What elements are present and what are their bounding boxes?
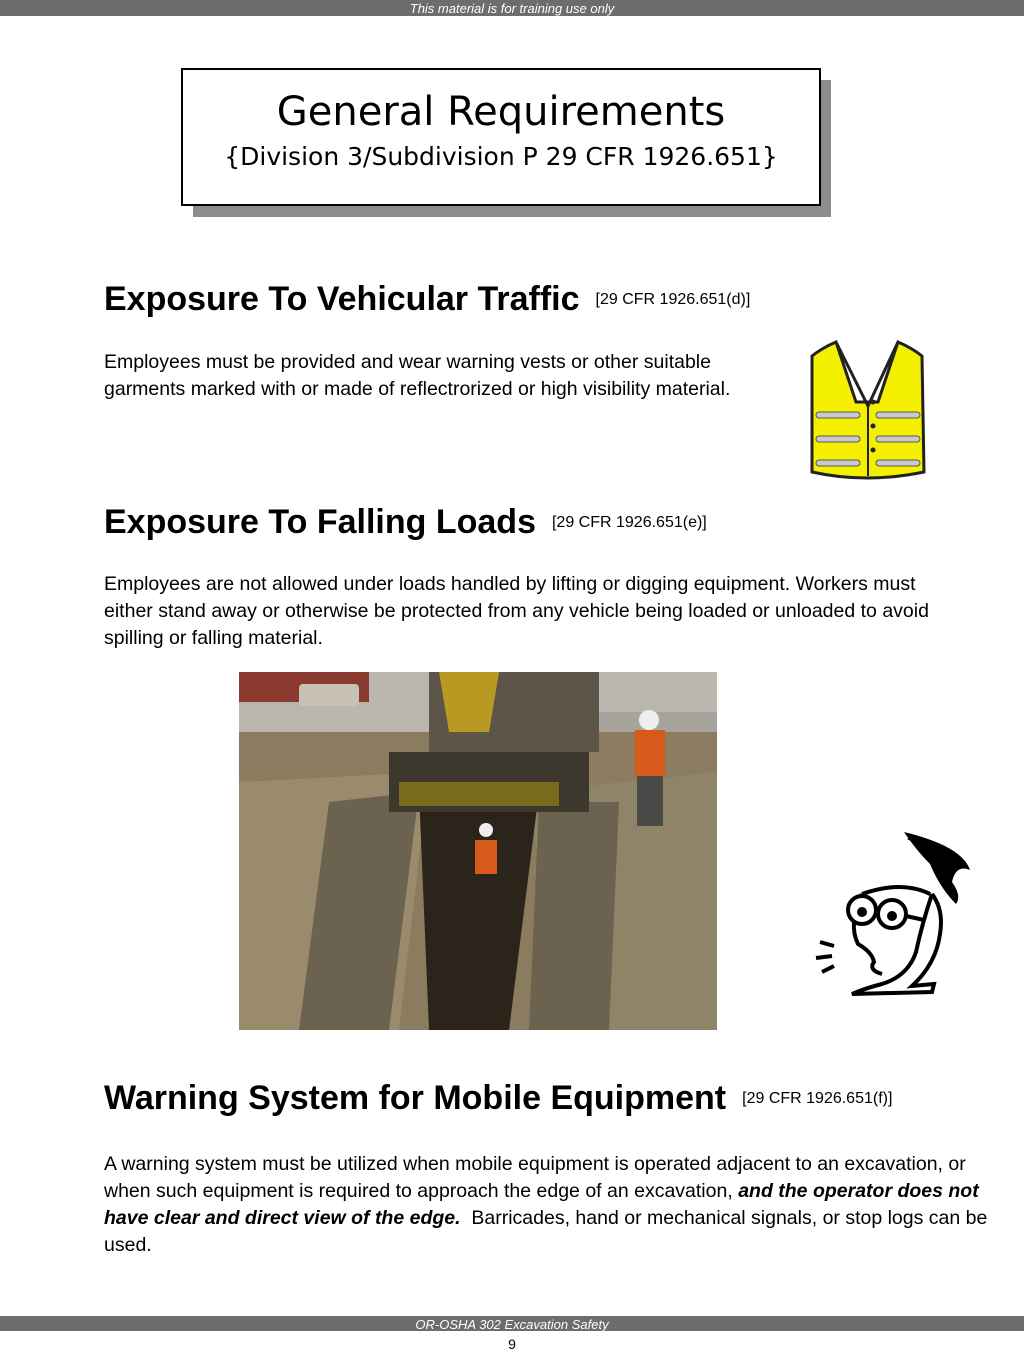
section-ref: [29 CFR 1926.651(d)] [595, 291, 751, 308]
header-bar [0, 0, 1024, 16]
section-ref: [29 CFR 1926.651(e)] [551, 514, 707, 531]
reflective-vest-icon [806, 336, 928, 482]
training-notice: This material is for training use only [409, 1, 615, 16]
footer-bar [0, 1316, 1024, 1331]
page-number: 9 [508, 1336, 516, 1352]
section-body-warning-system: A warning system must be utilized when mobile equipment is operated adjacent to an excavation, or when such equipment is required to approach the edge of an excavation, and the operator does not have clear and direct view of the edge. Barricades, hand or mechanical signals, or stop logs can be used. [104, 1153, 988, 1256]
surprised-face-icon [812, 824, 978, 1004]
section-body-falling-loads: Employees are not allowed under loads handled by lifting or digging equipment. Workers must either stand away or otherwise be protected from any vehicle being loaded or unloaded to avoid spilling or falling material. [104, 573, 929, 649]
section-heading-warning-system: Warning System for Mobile Equipment [29 CFR 1926.651(f)] [104, 1079, 893, 1117]
section-body-vehicular-traffic: Employees must be provided and wear warning vests or other suitable garments marked with or made of reflectrorized or high visibility material. [104, 351, 731, 400]
section-ref: [29 CFR 1926.651(f)] [742, 1090, 893, 1107]
section-heading-vehicular-traffic: Exposure To Vehicular Traffic [29 CFR 1926.651(d)] [104, 280, 751, 318]
section-heading-falling-loads: Exposure To Falling Loads [29 CFR 1926.651(e)] [104, 503, 707, 541]
course-title: OR-OSHA 302 Excavation Safety [415, 1317, 609, 1332]
emphasis-text: and the operator does not have clear and direct view of the edge. [104, 1180, 979, 1229]
excavator-trench-photo [239, 672, 717, 1030]
page-title: General Requirements [276, 89, 726, 135]
page-subtitle: {Division 3/Subdivision P 29 CFR 1926.651} [224, 142, 778, 171]
title-box [181, 68, 821, 206]
